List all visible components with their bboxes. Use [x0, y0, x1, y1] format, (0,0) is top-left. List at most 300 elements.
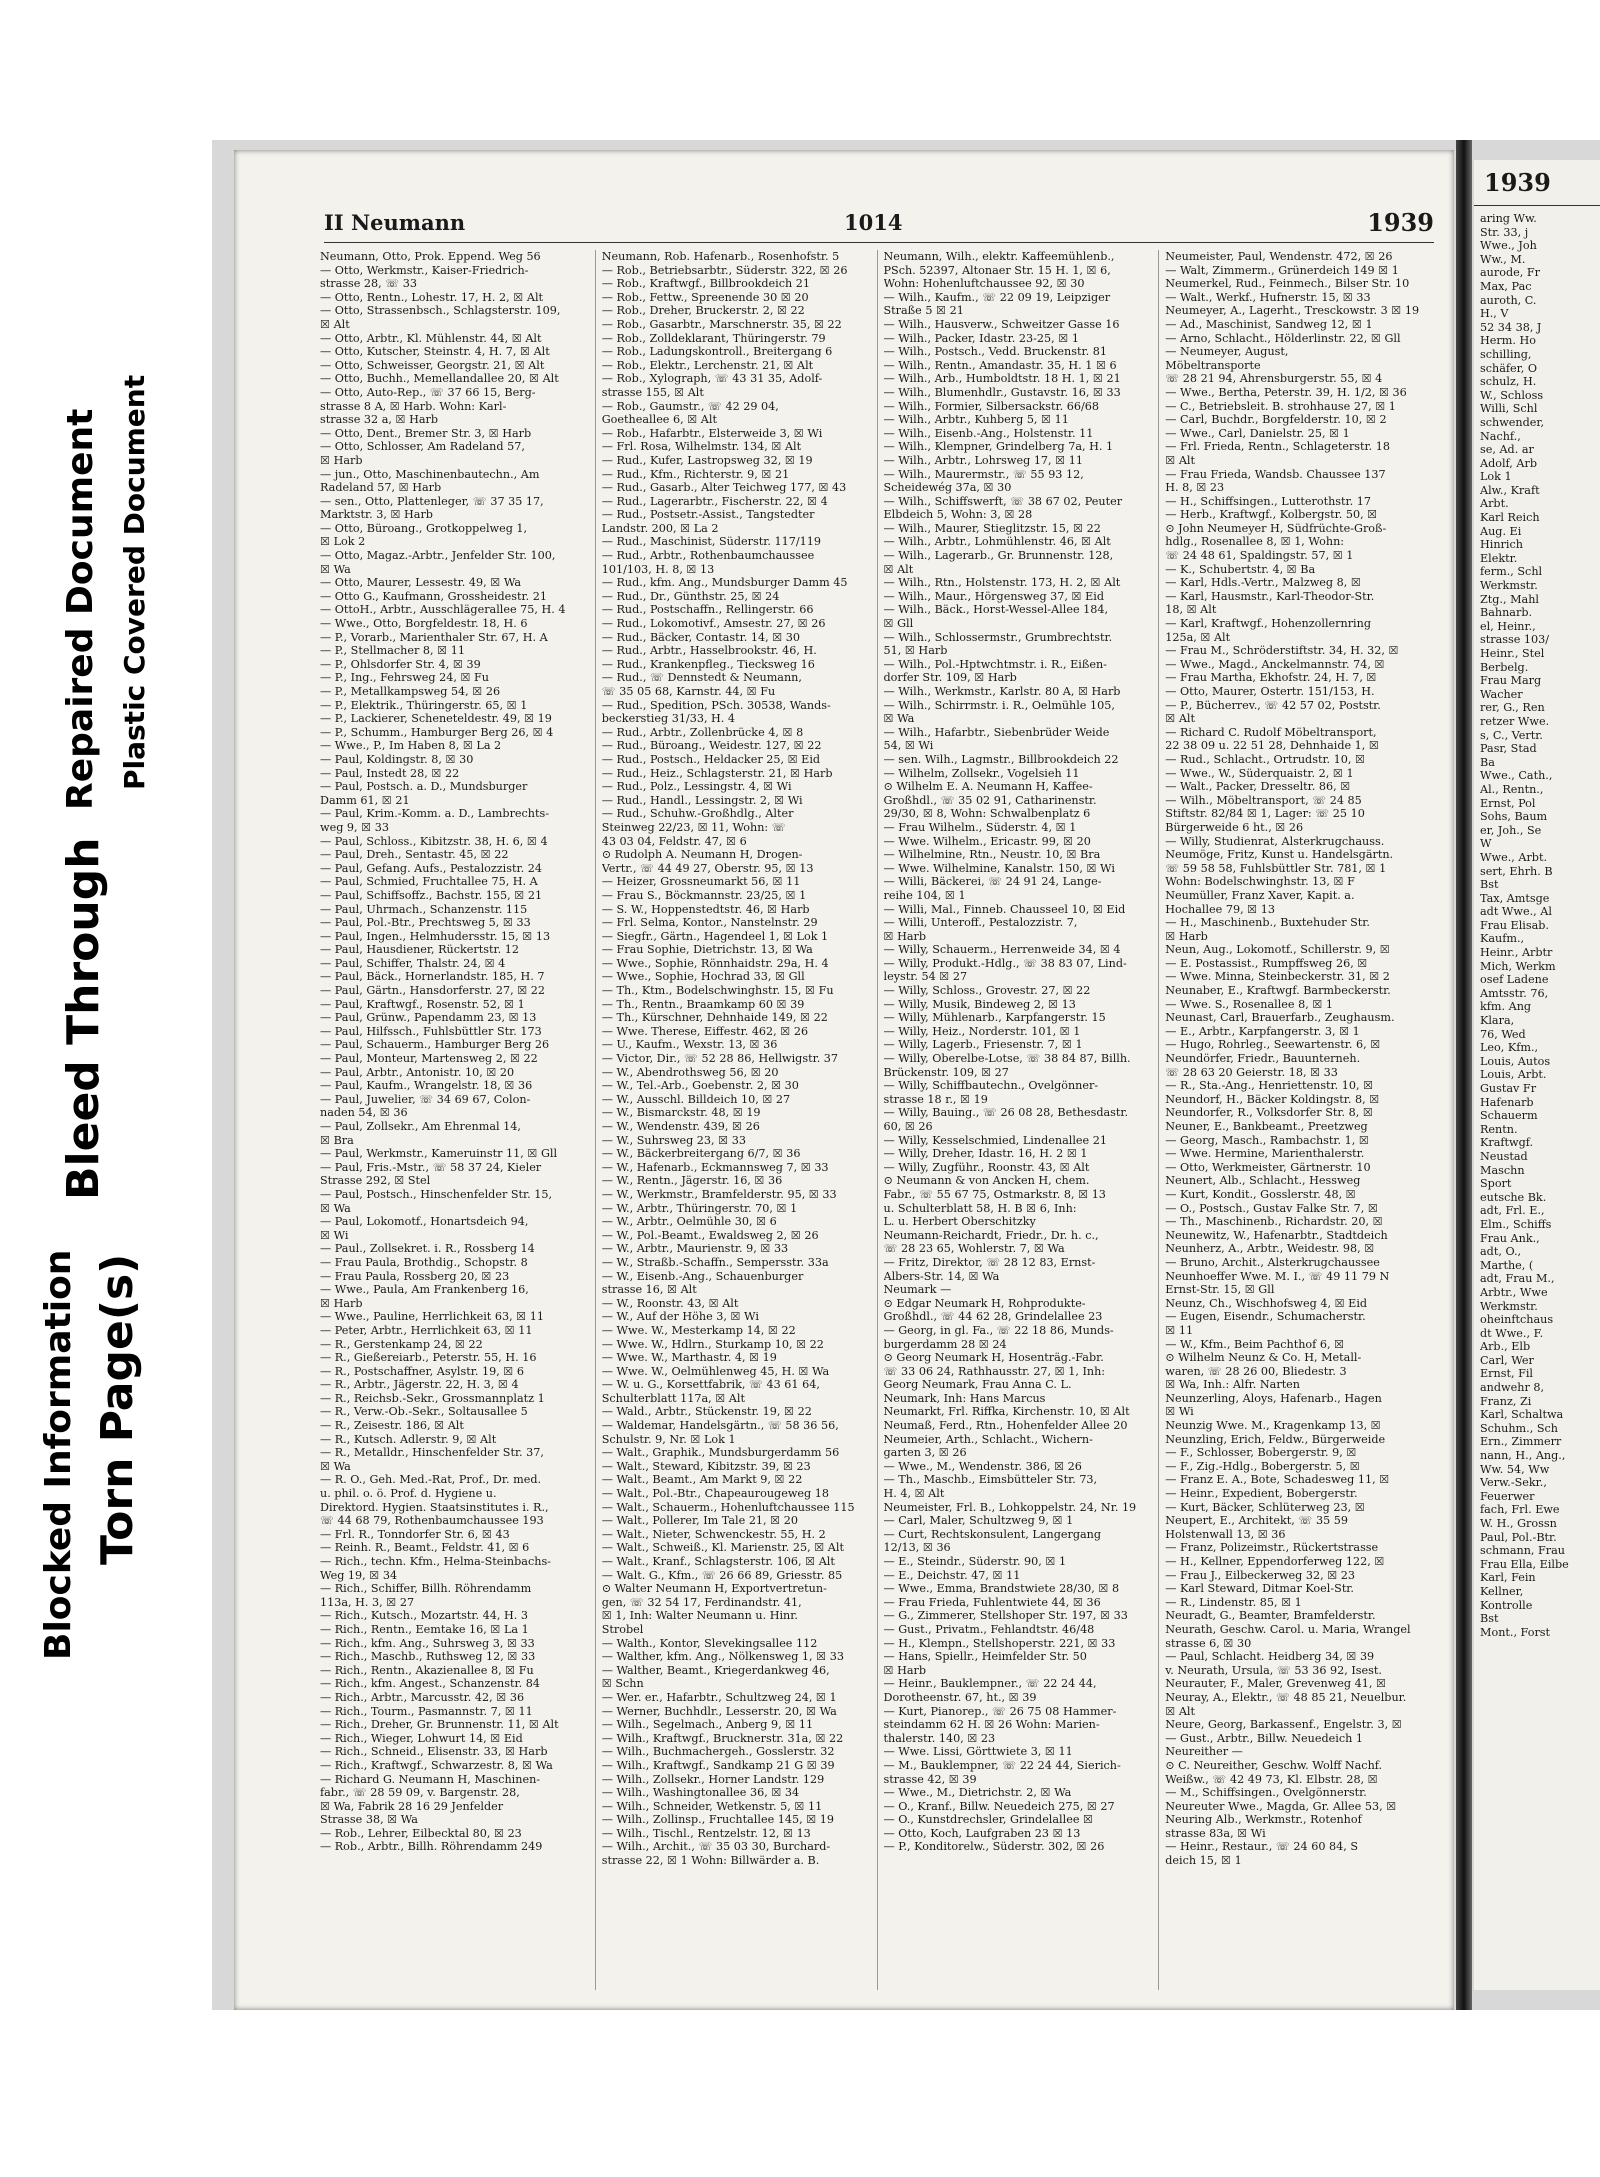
directory-entry: — Frl. Selma, Kontor., Nanstelnstr. 29 [601, 916, 818, 930]
next-page-fragment [1474, 160, 1600, 1990]
next-page-line: Kontrolle [1480, 1598, 1533, 1612]
directory-entry: — Frau S., Böckmannstr. 23/25, ☒ 1 [601, 888, 807, 902]
directory-entry: — Heinr., Restaur., ☏ 24 60 84, S [1165, 1840, 1359, 1854]
directory-entry: — Rud., Arbtr., Zollenbrücke 4, ☒ 8 [601, 725, 804, 739]
next-page-line: Carl, Wer [1480, 1353, 1534, 1367]
directory-entry: — Carl, Maler, Schultzweg 9, ☒ 1 [883, 1514, 1074, 1528]
next-page-line: Nachf., [1480, 429, 1521, 443]
directory-entry: Neunewitz, W., Hafenarbtr., Stadtdeich [1165, 1228, 1388, 1242]
directory-entry: — Paul, Ingen., Helmhudersstr. 15, ☒ 13 [320, 929, 551, 943]
next-page-line: Schuhm., Sch [1480, 1421, 1558, 1435]
directory-entry: — Otto, Schweisser, Georgstr. 21, ☒ Alt [320, 358, 545, 372]
directory-entry: — Walt., Packer, Dresseltr. 86, ☒ [1165, 780, 1351, 794]
directory-entry: — Wilh., Arbtr., Lohrsweg 17, ☒ 11 [883, 453, 1083, 467]
directory-entry: — Wilh., Tischl., Rentzelstr. 12, ☒ 13 [601, 1826, 811, 1840]
next-page-line: Mont., Forst [1480, 1625, 1551, 1639]
next-page-line: schulz, H. [1480, 375, 1537, 389]
directory-entry: — Willy, Dreher, Idastr. 16, H. 2 ☒ 1 [883, 1147, 1088, 1161]
directory-entry: — Reinh. R., Beamt., Feldstr. 41, ☒ 6 [320, 1541, 530, 1555]
directory-entry: — Otto, Werkmeister, Gärtnerstr. 10 [1165, 1160, 1371, 1174]
directory-entry: — Rich., kfm. Angest., Schanzenstr. 84 [320, 1677, 540, 1691]
directory-entry: — W., Rentn., Jägerstr. 16, ☒ 36 [601, 1174, 783, 1188]
next-page-line: Karl, Fein [1480, 1571, 1536, 1585]
directory-entry: gen, ☏ 32 54 17, Ferdinandstr. 41, [601, 1595, 802, 1609]
directory-entry: — Wwe. W., Marthastr. 4, ☒ 19 [601, 1351, 777, 1365]
directory-entry: ☒ Wa [320, 562, 351, 576]
directory-entry: — Paul, Juwelier, ☏ 34 69 67, Colon- [320, 1092, 531, 1106]
directory-entry: 54, ☒ Wi [883, 739, 934, 753]
directory-entry: — Frau Martha, Ekhofstr. 24, H. 7, ☒ [1165, 671, 1377, 685]
directory-entry: ☏ 44 68 79, Rothenbaumchaussee 193 [320, 1514, 544, 1528]
directory-entry: ☒ Wa, Fabrik 28 16 29 Jenfelder [320, 1799, 504, 1813]
directory-entry: — O., Postsch., Gustav Falke Str. 7, ☒ [1165, 1201, 1378, 1215]
directory-entry: — Otto, Magaz.-Arbtr., Jenfelder Str. 100, [320, 549, 556, 563]
directory-entry: — Paul, Schiffer, Thalstr. 24, ☒ 4 [320, 956, 506, 970]
next-page-line: Ba [1480, 755, 1495, 769]
directory-entry: — Wwe., Magd., Anckelmannstr. 74, ☒ [1165, 657, 1385, 671]
directory-entry: ☒ Harb [883, 1663, 927, 1677]
directory-entry: — Rich., kfm. Ang., Suhrsweg 3, ☒ 33 [320, 1636, 535, 1650]
directory-entry: — Paul, Hausdiener, Rückertstr. 12 [320, 943, 519, 957]
directory-entry: Ernst-Str. 15, ☒ Gll [1165, 1283, 1275, 1297]
directory-entry: — Gust., Privatm., Fehlandtstr. 46/48 [883, 1622, 1095, 1636]
directory-entry: — W., Abendrothsweg 56, ☒ 20 [601, 1065, 779, 1079]
directory-entry: ⊙ Georg Neumark H, Hosenträg.-Fabr. [883, 1351, 1104, 1365]
directory-entry: — Wilh., Maurer, Stieglitzstr. 15, ☒ 22 [883, 521, 1101, 535]
directory-entry: ⊙ John Neumeyer H, Südfrüchte-Groß- [1165, 521, 1387, 535]
directory-entry: strasse 155, ☒ Alt [601, 385, 704, 399]
directory-entry: — Paul, Schmied, Fruchtallee 75, H. A [320, 875, 538, 889]
directory-entry: Georg Neumark, Frau Anna C. L. [883, 1378, 1072, 1392]
next-page-line: Klara, [1480, 1014, 1515, 1028]
directory-entry: — Paul, Instedt 28, ☒ 22 [320, 766, 460, 780]
directory-column-1 [320, 250, 596, 1990]
page-header [324, 208, 1434, 243]
directory-entry: Neundörfer, Friedr., Bauunterneh. [1165, 1052, 1361, 1066]
directory-entry: — W., Suhrsweg 23, ☒ 33 [601, 1133, 746, 1147]
directory-entry: ☒ Alt [1165, 453, 1195, 467]
directory-entry: Großhdl., ☏ 44 62 28, Grindelallee 23 [883, 1310, 1103, 1324]
next-page-line: Al., Rentn., [1480, 782, 1544, 796]
directory-entry: — W. u. G., Korsettfabrik, ☏ 43 61 64, [601, 1378, 820, 1392]
directory-entry: ⊙ Neumann & von Ancken H, chem. [883, 1174, 1090, 1188]
directory-entry: — Wilh., Hausverw., Schweitzer Gasse 16 [883, 317, 1120, 331]
directory-entry: Neumaß, Ferd., Rtn., Hohenfelder Allee 20 [883, 1419, 1128, 1433]
directory-entry: — R., Verw.-Ob.-Sekr., Soltausallee 5 [320, 1405, 528, 1419]
directory-entry: — Wilh., Kraftwgf., Brucknerstr. 31a, ☒ 22 [601, 1731, 844, 1745]
directory-entry: — Wer. er., Hafarbtr., Schultzweg 24, ☒ 1 [601, 1690, 837, 1704]
directory-entry: — Paul, Krim.-Komm. a. D., Lambrechts- [320, 807, 550, 821]
directory-entry: — Rud., Gasarb., Alter Teichweg 177, ☒ 43 [601, 481, 847, 495]
next-page-line: eutsche Bk. [1480, 1190, 1547, 1204]
directory-entry: — Otto, Dent., Bremer Str. 3, ☒ Harb [320, 426, 532, 440]
directory-entry: — Wilh., Werkmstr., Karlstr. 80 A, ☒ Harb [883, 685, 1121, 698]
next-page-line: W. H., Grossn [1480, 1517, 1557, 1530]
directory-entry: — Th., Rentn., Braamkamp 60 ☒ 39 [601, 997, 805, 1011]
next-page-line: Hafenarb [1480, 1095, 1534, 1109]
next-page-line: Louis, Arbt. [1480, 1068, 1547, 1082]
directory-entry: — Wilh., Formier, Silbersackstr. 66/68 [883, 399, 1099, 413]
directory-entry: — Paul, Schloss., Kibitzstr. 38, H. 6, ☒ 4 [320, 834, 548, 848]
directory-entry: — Wilh., Rtn., Holstenstr. 173, H. 2, ☒ Alt [883, 576, 1121, 590]
next-page-line: aurode, Fr [1480, 266, 1540, 280]
directory-entry: — Rud., Dr., Günthstr. 25, ☒ 24 [601, 589, 780, 603]
directory-entry: — Rob., Xylograph, ☏ 43 31 35, Adolf- [601, 372, 823, 386]
directory-entry: Wohn: Hohenluftchaussee 92, ☒ 30 [883, 277, 1085, 291]
directory-entry: Wohn: Bodelschwinghstr. 13, ☒ F [1165, 875, 1355, 889]
directory-entry: — Walt., Steward, Kibitzstr. 39, ☒ 23 [601, 1459, 811, 1473]
directory-entry: — Frau Wilhelm., Süderstr. 4, ☒ 1 [883, 820, 1077, 834]
next-page-line: Heinr., Arbtr [1480, 946, 1553, 960]
next-page-line: Berbelg. [1480, 660, 1529, 674]
next-page-line: Werkmstr. [1480, 1299, 1538, 1313]
directory-entry: — Werner, Buchhdlr., Lesserstr. 20, ☒ Wa [601, 1704, 837, 1718]
next-page-line: Maschn [1480, 1163, 1525, 1177]
next-page-line: Mich, Werkm [1480, 959, 1556, 973]
directory-entry: — Paul, Hilfssch., Fuhlsbüttler Str. 173 [320, 1024, 542, 1038]
directory-entry: — Frl. Rosa, Wilhelmstr. 134, ☒ Alt [601, 440, 802, 454]
directory-entry: — Wald., Arbtr., Stückenstr. 19, ☒ 22 [601, 1405, 812, 1419]
next-page-line: W., Schloss [1480, 388, 1544, 402]
directory-entry: — Willi, Unteroff., Pestalozzistr. 7, [883, 916, 1078, 930]
directory-entry: — Georg, Masch., Rambachstr. 1, ☒ [1165, 1133, 1369, 1147]
directory-entry: — Wilh., Hafarbtr., Siebenbrüder Weide [883, 725, 1110, 739]
directory-entry: Strasse 292, ☒ Stel [320, 1174, 431, 1188]
directory-entry: ☒ Harb [1165, 929, 1208, 943]
directory-entry: 60, ☒ 26 [883, 1120, 933, 1133]
directory-entry: — Willi, Mal., Finneb. Chausseel 10, ☒ Eid [883, 902, 1126, 916]
directory-entry: Neumarkt, Frl. Riffka, Kirchenstr. 10, ☒ Alt [883, 1405, 1130, 1419]
directory-entry: Neurath, Geschw. Carol. u. Maria, Wrangel [1165, 1622, 1411, 1636]
next-page-line: Bst [1480, 878, 1499, 892]
directory-entry: — Walt., Schauerm., Hohenluftchaussee 115 [601, 1500, 855, 1514]
directory-entry: — Rud., Kfm., Richterstr. 9, ☒ 21 [601, 467, 790, 481]
directory-entry: — Rud., Handl., Lessingstr. 2, ☒ Wi [601, 793, 803, 807]
next-page-lines [1474, 206, 1600, 1645]
directory-entry: — Wwe. S., Rosenallee 8, ☒ 1 [1165, 997, 1334, 1011]
next-page-line: Pasr, Stad [1480, 742, 1537, 756]
directory-entry: Marktstr. 3, ☒ Harb [320, 508, 433, 522]
directory-entry: — Rob., Zolldeklarant, Thüringerstr. 79 [601, 331, 826, 345]
bleed-through-label: Bleed Through [58, 837, 109, 1200]
directory-entry: Neumöge, Fritz, Kunst u. Handelsgärtn. [1165, 848, 1394, 862]
directory-entry: ☏ 28 23 65, Wohlerstr. 7, ☒ Wa [883, 1242, 1065, 1256]
directory-entry: — Paul, Uhrmach., Schanzenstr. 115 [320, 902, 528, 916]
directory-entry: Vertr., ☏ 44 49 27, Oberstr. 95, ☒ 13 [601, 861, 814, 875]
directory-entry: — W., Pol.-Beamt., Ewaldsweg 2, ☒ 26 [601, 1228, 819, 1242]
directory-entry: — Rich., Rentn., Eemtake 16, ☒ La 1 [320, 1622, 529, 1636]
directory-entry: — Wilh., Eisenb.-Ang., Holstenstr. 11 [883, 426, 1094, 440]
next-page-line: 52 34 38, J [1480, 320, 1542, 334]
directory-entry: — Wwe., M., Wendenstr. 386, ☒ 26 [883, 1459, 1082, 1473]
next-page-line: H., V [1480, 307, 1509, 321]
directory-entry: — W., Straßb.-Schaffn., Sempersstr. 33a [601, 1255, 829, 1269]
directory-entry: Strasse 38, ☒ Wa [320, 1813, 418, 1827]
next-page-line: Adolf, Arb [1480, 456, 1537, 470]
directory-entry: Brückenstr. 109, ☒ 27 [883, 1065, 1009, 1079]
next-page-line: Elm., Schiffs [1480, 1217, 1552, 1231]
directory-entry: — R., Kutsch. Adlerstr. 9, ☒ Alt [320, 1432, 497, 1446]
directory-entry: — Wwe. W., Hdlrn., Sturkamp 10, ☒ 22 [601, 1337, 824, 1351]
directory-entry: — Th., Maschinenb., Richardstr. 20, ☒ [1165, 1215, 1383, 1229]
directory-entry: — Rob., Dreher, Bruckerstr. 2, ☒ 22 [601, 304, 805, 318]
directory-entry: Neumann, Otto, Prok. Eppend. Weg 56 [320, 250, 541, 263]
directory-entry: Direktord. Hygien. Staatsinstitutes i. R., [320, 1500, 549, 1514]
directory-entry: — Otto, Strassenbsch., Schlagsterstr. 109, [320, 304, 561, 318]
directory-entry: — Rud., ☏ Dennstedt & Neumann, [601, 671, 802, 685]
directory-entry: — Rud., Heiz., Schlagsterstr. 21, ☒ Harb [601, 766, 833, 780]
next-page-line: 76, Wed [1480, 1027, 1526, 1041]
directory-entry: — OttoH., Arbtr., Ausschlägerallee 75, H. 4 [320, 603, 566, 617]
next-page-line: Kraftwgf. [1480, 1136, 1534, 1150]
directory-entry: — Franz, Polizeimstr., Rückertstrasse [1165, 1541, 1379, 1555]
directory-entry: — Rich., Wieger, Lohwurt 14, ☒ Eid [320, 1731, 523, 1745]
directory-entry: Neunast, Carl, Brauerfarb., Zeughausm. [1165, 1011, 1395, 1025]
next-page-line: andwehr 8, [1480, 1381, 1545, 1395]
directory-entry: Landstr. 200, ☒ La 2 [601, 521, 719, 535]
directory-entry: ☏ 59 58 58, Fuhlsbüttler Str. 781, ☒ 1 [1165, 861, 1387, 875]
directory-entry: — Rich., Dreher, Gr. Brunnenstr. 11, ☒ Alt [320, 1718, 559, 1732]
directory-entry: — W., Eisenb.-Ang., Schauenburger [601, 1269, 804, 1283]
directory-entry: — Heizer, Grossneumarkt 56, ☒ 11 [601, 875, 801, 889]
directory-entry: waren, ☏ 28 26 00, Bliedestr. 3 [1165, 1364, 1347, 1378]
directory-entry: — Rob., Lehrer, Eilbecktal 80, ☒ 23 [320, 1826, 522, 1840]
directory-entry: — Wilh., Pol.-Hptwchtmstr. i. R., Eißen- [883, 657, 1107, 671]
directory-entry: ☒ Wa [320, 1201, 351, 1215]
next-page-line: Werkmstr. [1480, 579, 1538, 593]
directory-entry: — R., Sta.-Ang., Henriettenstr. 10, ☒ [1165, 1079, 1374, 1093]
next-page-line: ferm., Schl [1480, 565, 1543, 579]
directory-entry: ⊙ Edgar Neumark H, Rohprodukte- [883, 1296, 1086, 1310]
directory-entry: — Rob., Gaumstr., ☏ 42 29 04, [601, 399, 779, 413]
directory-entry: — Paul, Arbtr., Antonistr. 10, ☒ 20 [320, 1065, 515, 1079]
next-page-line: se, Ad. ar [1480, 443, 1534, 457]
directory-entry: — Wilh., Zollinsp., Fruchtallee 145, ☒ 19 [601, 1813, 835, 1827]
directory-entry: dorfer Str. 109, ☒ Harb [883, 671, 1017, 685]
directory-entry: — H., Kellner, Eppendorferweg 122, ☒ [1165, 1555, 1385, 1568]
directory-entry: — jun., Otto, Maschinenbautechn., Am [320, 467, 540, 481]
directory-entry: 29/30, ☒ 8, Wohn: Schwalbenplatz 6 [883, 807, 1091, 821]
directory-entry: ⊙ Wilhelm Neunz & Co. H, Metall- [1165, 1351, 1362, 1365]
directory-entry: — Rud., kfm. Ang., Mundsburger Damm 45 [601, 576, 848, 590]
directory-entry: — Wilhelmine, Rtn., Neustr. 10, ☒ Bra [883, 848, 1101, 862]
directory-entry: Neunzling, Erich, Feldw., Bürgerweide [1165, 1432, 1386, 1446]
next-page-line: schäfer, O [1480, 361, 1538, 375]
directory-entry: — Willy, Bauing., ☏ 26 08 28, Bethesdastr. [883, 1106, 1129, 1120]
directory-entry: — W., Hafenarb., Eckmannsweg 7, ☒ 33 [601, 1160, 829, 1174]
directory-entry: — Paul, Grünw., Papendamm 23, ☒ 13 [320, 1011, 537, 1025]
directory-entry: — W., Wendenstr. 439, ☒ 26 [601, 1120, 760, 1133]
directory-entry: Neunzerling, Aloys, Hafenarb., Hagen [1165, 1391, 1382, 1405]
next-page-line: Max, Pac [1480, 279, 1532, 293]
directory-entry: — Wilh., Blumenhdlr., Gustavstr. 16, ☒ 33 [883, 385, 1121, 399]
next-page-line: Schauerm [1480, 1109, 1538, 1123]
directory-entry: — Walt., Werkf., Hufnerstr. 15, ☒ 33 [1165, 290, 1371, 304]
directory-entry: — Victor, Dir., ☏ 52 28 86, Hellwigstr. 37 [601, 1052, 839, 1066]
directory-entry: Neuray, A., Elektr., ☏ 48 85 21, Neuelbur. [1165, 1690, 1407, 1704]
directory-entry: — Frau Sophie, Dietrichstr. 13, ☒ Wa [601, 943, 813, 957]
next-page-line: adt Wwe., Al [1480, 905, 1552, 919]
directory-entry: — Rob., Arbtr., Billh. Röhrendamm 249 [320, 1840, 543, 1854]
directory-entry: — M., Bauklempner, ☏ 22 24 44, Sierich- [883, 1758, 1121, 1772]
next-page-line: Gustav Fr [1480, 1082, 1537, 1095]
directory-entry: — Rud., Arbtr., Hasselbrookstr. 46, H. [601, 644, 817, 658]
directory-entry: Stiftstr. 82/84 ☒ 1, Lager: ☏ 25 10 [1165, 807, 1365, 821]
next-page-line: Willi, Schl [1480, 402, 1538, 416]
next-page-line: rer, G., Ren [1480, 701, 1545, 715]
directory-entry: leystr. 54 ☒ 27 [883, 970, 968, 984]
directory-entry: — Wilh., Postsch., Vedd. Bruckenstr. 81 [883, 345, 1107, 359]
next-page-line: Marthe, ( [1480, 1258, 1534, 1272]
next-page-line: Franz, Zi [1480, 1394, 1532, 1408]
directory-entry: Weißw., ☏ 42 49 73, Kl. Elbstr. 28, ☒ [1165, 1772, 1378, 1786]
directory-entry: — W., Roonstr. 43, ☒ Alt [601, 1296, 739, 1310]
directory-entry: — Frau J., Eilbeckerweg 32, ☒ 23 [1165, 1568, 1356, 1582]
directory-entry: — R., Reichsb.-Sekr., Grossmannplatz 1 [320, 1391, 545, 1405]
next-page-line: Ztg., Mahl [1480, 592, 1540, 606]
next-page-line: osef Ladene [1480, 973, 1549, 987]
directory-entry: — Herb., Kraftwgf., Kolbergstr. 50, ☒ [1165, 508, 1378, 522]
directory-entry: Möbeltransporte [1165, 358, 1261, 372]
directory-entry: — Fritz, Direktor, ☏ 28 12 83, Ernst- [883, 1255, 1096, 1269]
directory-entry: — Paul, Werkmstr., Kameruinstr 11, ☒ Gll [320, 1147, 558, 1161]
directory-entry: — Siegfr., Gärtn., Hagendeel 1, ☒ Lok 1 [601, 929, 829, 943]
directory-entry: strasse 16, ☒ Alt [601, 1283, 697, 1297]
directory-entry: burgerdamm 28 ☒ 24 [883, 1337, 1007, 1351]
directory-entry: ☒ Gll [883, 617, 914, 631]
next-page-line: el, Heinr., [1480, 619, 1536, 633]
directory-entry: — Willy, Mühlenarb., Karpfangerstr. 15 [883, 1011, 1106, 1025]
directory-entry: Neunherz, A., Arbtr., Weidestr. 98, ☒ [1165, 1242, 1375, 1256]
next-page-line: W [1480, 837, 1492, 851]
blocked-information-label: Blocked Information [38, 1249, 79, 1660]
directory-entry: — Rich., Maschb., Ruthsweg 12, ☒ 33 [320, 1650, 536, 1664]
directory-entry: — E. Postassist., Rumpffsweg 26, ☒ [1165, 956, 1368, 970]
directory-entry: — Walt., Pollerer, Im Tale 21, ☒ 20 [601, 1514, 798, 1528]
directory-entry: — Paul, Kraftwgf., Rosenstr. 52, ☒ 1 [320, 997, 525, 1011]
directory-entry: 43 03 04, Feldstr. 47, ☒ 6 [601, 834, 747, 848]
directory-entry: ☏ 35 05 68, Karnstr. 44, ☒ Fu [601, 685, 776, 698]
next-page-line: Verw.-Sekr., [1480, 1476, 1547, 1490]
directory-entry: Weg 19, ☒ 34 [320, 1568, 398, 1582]
running-head: II Neumann [324, 210, 466, 235]
directory-entry: — Otto, Werkmstr., Kaiser-Friedrich- [320, 263, 529, 277]
directory-entry: — Bruno, Archit., Alsterkrugchaussee [1165, 1255, 1380, 1269]
directory-entry: — Walt., Beamt., Am Markt 9, ☒ 22 [601, 1473, 803, 1487]
directory-entry: — Walther, Beamt., Kriegerdankweg 46, [601, 1663, 830, 1677]
directory-entry: Neunzig Wwe. M., Kragenkamp 13, ☒ [1165, 1419, 1381, 1433]
directory-entry: — Rud., Postsetr.-Assist., Tangstedter [601, 508, 815, 522]
next-page-line: Frau Ank., [1480, 1231, 1540, 1245]
directory-entry: Schulterblatt 117a, ☒ Alt [601, 1391, 745, 1405]
next-page-line: Sohs, Baum [1480, 810, 1548, 824]
next-page-line: Paul, Pol.-Btr. [1480, 1530, 1557, 1544]
directory-entry: Radeland 57, ☒ Harb [320, 481, 442, 495]
directory-entry: — Wilh., Lagerarb., Gr. Brunnenstr. 128, [883, 549, 1114, 563]
directory-entry: — H., Maschinenb., Buxtehuder Str. [1165, 916, 1370, 930]
directory-entry: — Paul, Zollsekr., Am Ehrenmal 14, [320, 1120, 521, 1133]
directory-entry: — Carl, Buchdr., Borgfelderstr. 10, ☒ 2 [1165, 413, 1387, 427]
directory-entry: — Otto, Schlosser, Am Radeland 57, [320, 440, 525, 454]
directory-entry: — sen. Wilh., Lagmstr., Billbrookdeich 22 [883, 752, 1119, 766]
directory-entry: ☒ Wa [320, 1459, 351, 1473]
directory-entry: — F., Zig.-Hdlg., Bobergerstr. 5, ☒ [1165, 1459, 1360, 1473]
directory-entry: — R., Postschaffner, Asylstr. 19, ☒ 6 [320, 1364, 525, 1378]
directory-entry: steindamm 62 H. ☒ 26 Wohn: Marien- [883, 1718, 1100, 1732]
directory-entry: — Wilh., Kraftwgf., Sandkamp 21 G ☒ 39 [601, 1758, 835, 1772]
directory-entry: — Rich., techn. Kfm., Helma-Steinbachs- [320, 1555, 551, 1568]
directory-entry: ☒ Lok 2 [320, 535, 366, 549]
directory-entry: — Paul, Schiffsoffz., Bachstr. 155, ☒ 21 [320, 888, 543, 902]
directory-entry: — Frau Frieda, Wandsb. Chaussee 137 [1165, 467, 1386, 481]
directory-entry: — Willy, Musik, Bindeweg 2, ☒ 13 [883, 997, 1076, 1011]
directory-column-4 [1165, 250, 1440, 1990]
directory-entry: — Willy, Schauerm., Herrenweide 34, ☒ 4 [883, 943, 1121, 957]
next-page-line: Alw., Kraft [1480, 483, 1540, 497]
directory-entry: Fabr., ☏ 55 67 75, Ostmarkstr. 8, ☒ 13 [883, 1187, 1106, 1201]
next-page-line: Wwe., Joh [1480, 239, 1537, 253]
directory-entry: — Otto, Auto-Rep., ☏ 37 66 15, Berg- [320, 385, 536, 399]
directory-entry: — Wilh., Möbeltransport, ☏ 24 85 [1165, 793, 1362, 807]
directory-entry: — O., Kunstdrechsler, Grindelallee ☒ [883, 1813, 1094, 1827]
directory-entry: — Paul, Bäck., Hornerlandstr. 185, H. 7 [320, 970, 545, 984]
directory-entry: — Wilh., Washingtonallee 36, ☒ 34 [601, 1786, 800, 1800]
directory-entry: — W., Bäckerbreitergang 6/7, ☒ 36 [601, 1147, 801, 1161]
directory-entry: — Willy, Studienrat, Alsterkrugchauss. [1165, 834, 1385, 848]
directory-entry: Neumeier, Arth., Schlacht., Wichern- [883, 1432, 1093, 1446]
directory-entry: — E., Arbtr., Karpfangerstr. 3, ☒ 1 [1165, 1024, 1360, 1038]
directory-entry: — Frl. R., Tonndorfer Str. 6, ☒ 43 [320, 1527, 510, 1541]
directory-entry: — Walt., Schweiß., Kl. Marienstr. 25, ☒ Alt [601, 1541, 844, 1555]
directory-entry: — O., Kranf., Billw. Neuedeich 275, ☒ 27 [883, 1799, 1115, 1813]
next-page-line: Leo, Kfm., [1480, 1041, 1539, 1055]
directory-entry: Neure, Georg, Barkassenf., Engelstr. 3, ☒ [1165, 1718, 1402, 1732]
directory-entry: Neumark — [883, 1283, 952, 1297]
directory-entry: strasse 6, ☒ 30 [1165, 1636, 1252, 1650]
book-gutter [1456, 140, 1472, 2010]
next-page-line: Sport [1480, 1177, 1512, 1191]
next-page-year: 1939 [1474, 160, 1600, 206]
next-page-line: Kaufm., [1480, 932, 1525, 946]
next-page-line: strasse 103/ [1480, 633, 1550, 647]
next-page-line: Neustad [1480, 1149, 1528, 1163]
directory-entry: Bürgerweide 6 ht., ☒ 26 [1165, 820, 1304, 834]
directory-entry: — Willy, Oberelbe-Lotse, ☏ 38 84 87, Billh. [883, 1052, 1131, 1066]
directory-entry: — Paul, Monteur, Martensweg 2, ☒ 22 [320, 1052, 538, 1066]
next-page-line: Frau Elisab. [1480, 918, 1549, 932]
directory-entry: — Otto, Arbtr., Kl. Mühlenstr. 44, ☒ Alt [320, 331, 542, 345]
directory-entry: — Rich., Schiffer, Billh. Röhrendamm [320, 1582, 532, 1596]
directory-entry: — Walt., Graphik., Mundsburgerdamm 56 [601, 1446, 840, 1460]
directory-entry: — Richard C. Rudolf Möbeltransport, [1165, 725, 1377, 739]
directory-entry: Großhdl., ☏ 35 02 91, Catharinenstr. [883, 793, 1097, 807]
directory-entry: — Wwe., Sophie, Rönnhaidstr. 29a, H. 4 [601, 956, 829, 970]
directory-entry: — Kurt, Pianorep., ☏ 26 75 08 Hammer- [883, 1704, 1117, 1718]
directory-entry: ☏ 24 48 61, Spaldingstr. 57, ☒ 1 [1165, 549, 1354, 563]
directory-entry: Neundorf, H., Bäcker Koldingstr. 8, ☒ [1165, 1092, 1380, 1106]
directory-entry: — sen., Otto, Plattenleger, ☏ 37 35 17, [320, 494, 544, 508]
directory-entry: Neuring Alb., Werkmstr., Rotenhof [1165, 1813, 1362, 1827]
next-page-line: Wwe., Arbt. [1480, 850, 1548, 864]
directory-entry: — Wwe. Lissi, Görttwiete 3, ☒ 11 [883, 1745, 1073, 1759]
directory-entry: — Willy, Produkt.-Hdlg., ☏ 38 83 07, Lind- [883, 956, 1127, 970]
directory-entry: — Curt, Rechtskonsulent, Langergang [883, 1527, 1102, 1541]
next-page-line: Herm. Ho [1480, 334, 1536, 348]
directory-entry: Damm 61, ☒ 21 [320, 793, 410, 807]
directory-entry: — Otto, Kutscher, Steinstr. 4, H. 7, ☒ Alt [320, 345, 550, 359]
directory-entry: — Rob., Elektr., Lerchenstr. 21, ☒ Alt [601, 358, 814, 372]
directory-entry: — Frau Frieda, Fuhlentwiete 44, ☒ 36 [883, 1595, 1101, 1609]
